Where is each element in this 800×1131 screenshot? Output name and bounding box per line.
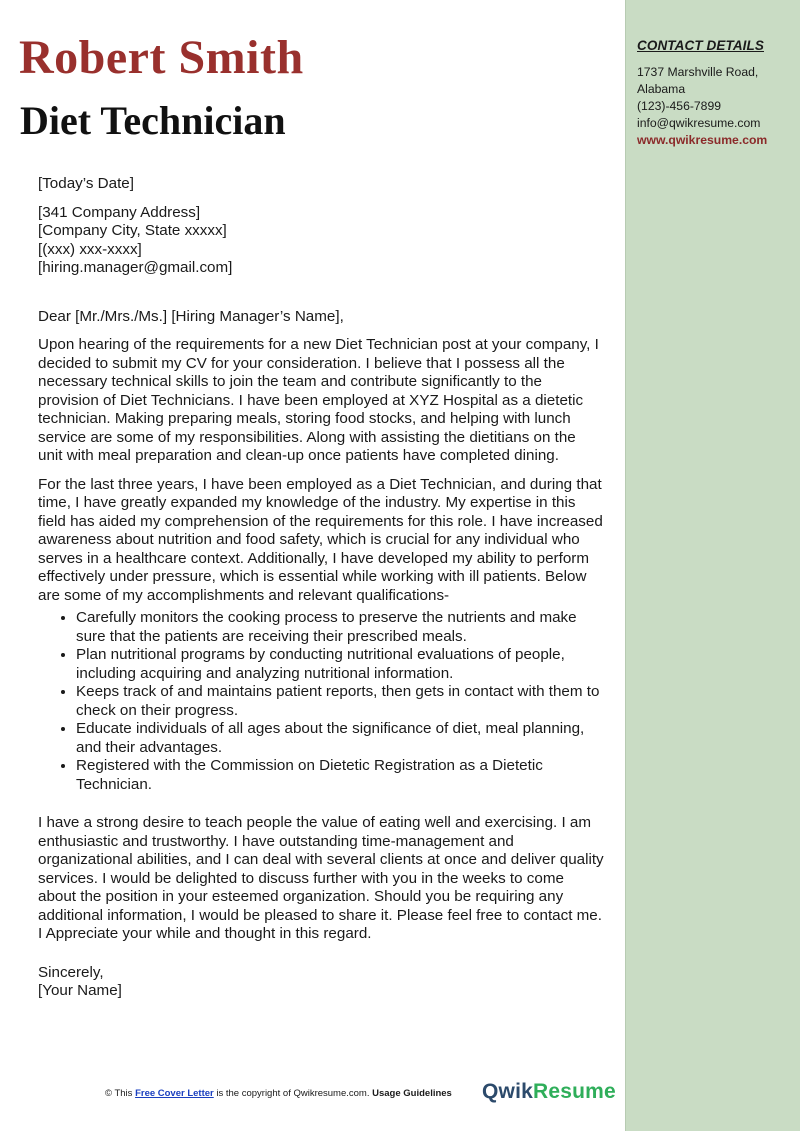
paragraph-experience: For the last three years, I have been employed as a Diet Technician, and during that time, I have greatly expanded my knowledge of the industry. My expertise in this field has aided my comprehension of the requirements for this role. I have increased awareness about nutrition and food safety, which is crucial for any individual who serves in a healthcare context. Additionally, I have developed my ability to perform effectively under pressure, which is essential while working with ill patients. Below are some of my accomplishments and relevant qualifications- (38, 475, 603, 604)
copyright-icon: © (105, 1088, 112, 1099)
contact-sidebar (625, 0, 800, 1131)
contact-details (637, 38, 797, 149)
recipient-address: [341 Company Address] (38, 203, 201, 221)
applicant-name: Robert Smith (19, 31, 304, 84)
signoff: Sincerely, (38, 963, 104, 981)
paragraph-closing: I have a strong desire to teach people the value of eating well and exercising. I am enthusiastic and trustworthy. I have outstanding time-management and organizational abilities, and I can deal with several clients at once and deliver quality services. I would be delighted to discuss further with you in the weeks to come about the position in your esteemed organization. Should you be requiring any additional information, I would be pleased to share it. Please feel free to contact me. I Appreciate your while and thought in this regard. (38, 814, 604, 942)
contact-phone: (123)-456-7899 (637, 99, 722, 113)
list-item: • Registered with the Commission on Dietetic Registration as a Dietetic Technician. (76, 757, 604, 794)
usage-guidelines-link[interactable]: Usage Guidelines (372, 1088, 452, 1099)
copyright-footer (105, 1088, 452, 1099)
list-item: • Plan nutritional programs by conducting nutritional evaluations of people, including acquiring and analyzing nutritional information. (76, 646, 604, 683)
free-cover-letter-link[interactable]: Free Cover Letter (135, 1088, 214, 1099)
contact-email[interactable]: info@qwikresume.com (637, 116, 761, 130)
letter-body (38, 175, 604, 1001)
list-item: • Educate individuals of all ages about the significance of diet, meal planning, and their advantages. (76, 720, 604, 757)
footer-text-middle: is the copyright of Qwikresume.com. (216, 1088, 370, 1099)
qwikresume-logo[interactable] (482, 1080, 616, 1104)
list-item: • Keeps track of and maintains patient reports, then gets in contact with them to check on their progress. (76, 683, 604, 720)
contact-address-line1: 1737 Marshville Road, (637, 65, 759, 79)
salutation: Dear [Mr./Mrs./Ms.] [Hiring Manager’s Name], (38, 307, 344, 325)
logo-resume: Resume (532, 1080, 616, 1103)
paragraph-intro: Upon hearing of the requirements for a new Diet Technician post at your company, I decided to submit my CV for your consideration. I believe that I possess all the necessary technical skills to join the team and contribute significantly to the provision of Diet Technicians. I have been employed at XYZ Hospital as a dietetic technician. Making preparing meals, storing food stocks, and helping with lunch service are some of my responsibilities. Along with assisting the dietitians on the unit with meal preparation and clean-up once patients have completed dining. (38, 336, 599, 464)
qualifications-list (38, 609, 604, 794)
list-item: • Carefully monitors the cooking process to preserve the nutrients and make sure that the patients are receiving their prescribed meals. (76, 609, 604, 646)
job-title: Diet Technician (20, 98, 286, 143)
signature-name: [Your Name] (38, 982, 122, 999)
contact-website[interactable]: www.qwikresume.com (637, 133, 768, 147)
recipient-phone: [(xxx) xxx-xxxx] (38, 240, 142, 258)
contact-heading: CONTACT DETAILS (637, 38, 764, 53)
logo-qwik: Qwik (482, 1080, 533, 1103)
recipient-city: [Company City, State xxxxx] (38, 222, 227, 239)
letter-date: [Today’s Date] (38, 175, 134, 192)
contact-address-line2: Alabama (637, 82, 686, 96)
recipient-email: [hiring.manager@gmail.com] (38, 259, 233, 276)
footer-text-start: This (114, 1088, 133, 1099)
